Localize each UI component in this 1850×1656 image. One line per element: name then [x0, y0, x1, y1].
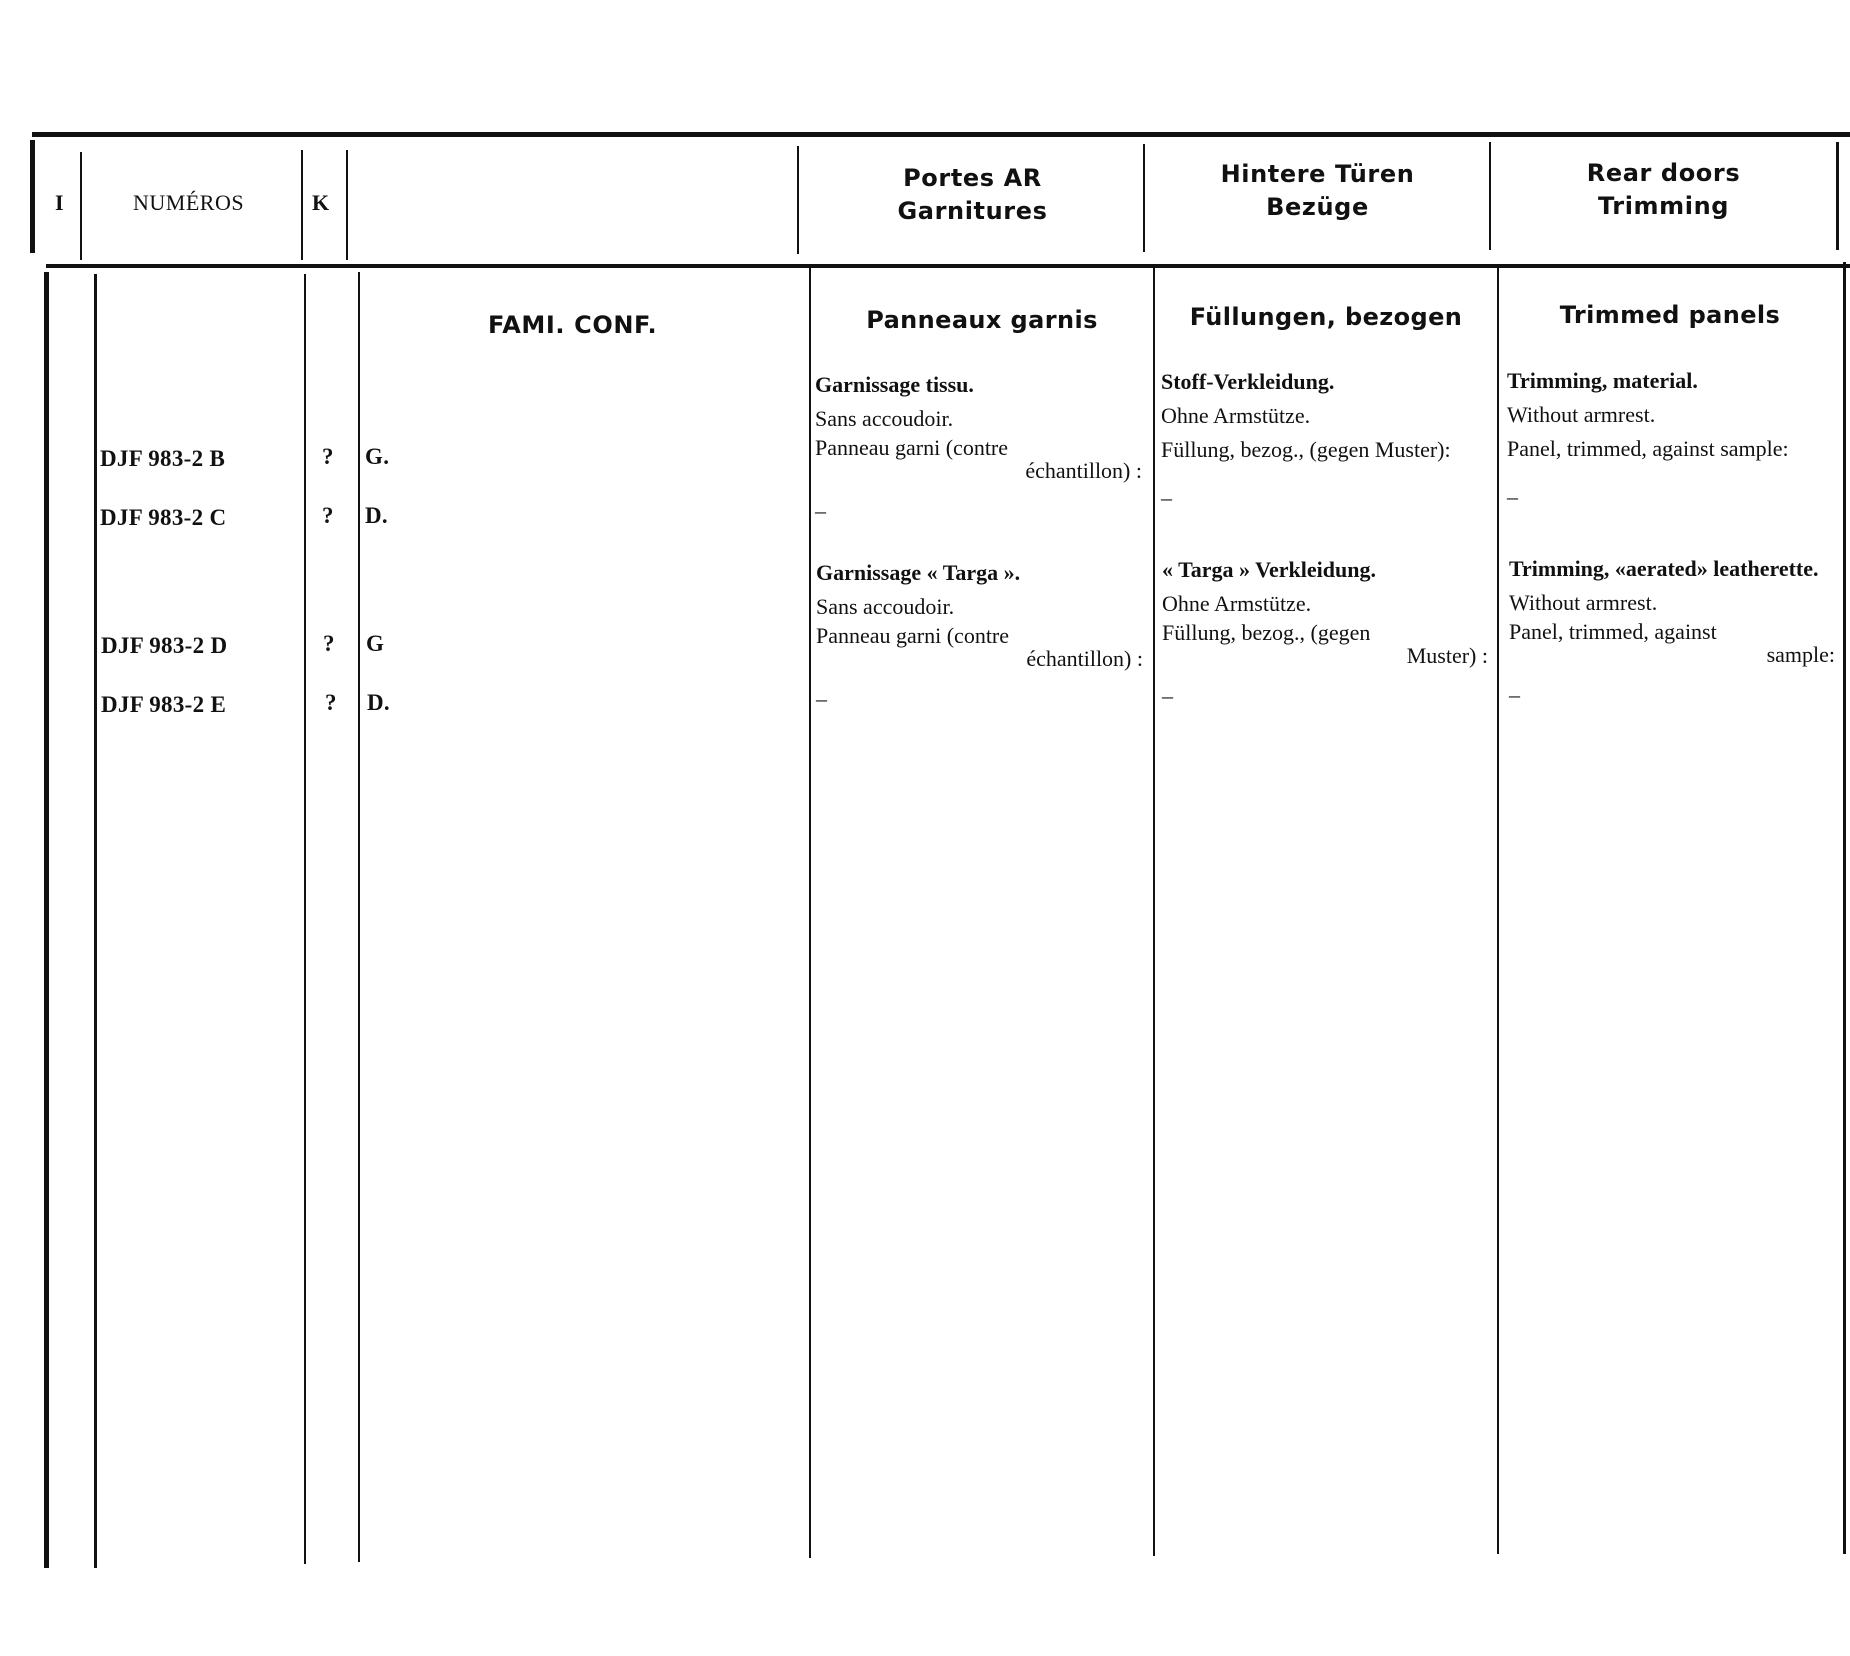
- row-3-numero: DJF 983-2 D: [101, 633, 228, 658]
- group1-de-line2: Ohne Armstütze.: [1161, 403, 1311, 428]
- group1-en-line3: Panel, trimmed, against sample:: [1507, 436, 1789, 461]
- row-1-side: G.: [365, 444, 390, 469]
- group2-fr-line4: échantillon) :: [1026, 646, 1143, 671]
- group2-en-title: Trimming, «aerated» leatherette.: [1509, 556, 1819, 581]
- group2-de-line3: Füllung, bezog., (gegen: [1162, 620, 1371, 645]
- group2-en-line3: Panel, trimmed, against: [1509, 619, 1717, 644]
- group1-en: [1507, 364, 1841, 514]
- group2-fr: [816, 556, 1143, 716]
- group2-de-line4: Muster) :: [1406, 643, 1488, 668]
- group1-fr-line3: Panneau garni (contre: [815, 435, 1009, 460]
- family-title: FAMI. CONF.: [488, 311, 658, 339]
- group2-fr-line3: Panneau garni (contre: [816, 623, 1010, 648]
- row-3-k: ?: [323, 631, 335, 656]
- row-1-k: ?: [322, 444, 334, 469]
- col-k-header: K: [312, 190, 330, 215]
- row-3-side: G: [366, 631, 385, 656]
- group2-en-line4: sample:: [1766, 642, 1835, 667]
- header-de: [1145, 158, 1490, 224]
- group1-de: [1161, 365, 1495, 515]
- col-rule-right: [1836, 142, 1839, 250]
- group1-de-dash: –: [1161, 485, 1172, 510]
- col-rule-i: [80, 152, 82, 260]
- section-en-title: Trimmed panels: [1559, 301, 1781, 329]
- body-rule-en: [1497, 264, 1499, 1554]
- group1-de-title: Stoff-Verkleidung.: [1161, 369, 1335, 394]
- header-en: [1491, 157, 1836, 223]
- group2-fr-line2: Sans accoudoir.: [816, 594, 955, 619]
- group1-fr: [815, 368, 1142, 528]
- col-i-header: I: [55, 190, 64, 215]
- body-rule-right: [1843, 262, 1846, 1554]
- row-4-numero: DJF 983-2 E: [101, 692, 227, 717]
- group2-en-dash: –: [1509, 682, 1520, 707]
- col-rule-numeros: [301, 150, 303, 260]
- group1-en-title: Trimming, material.: [1507, 368, 1698, 393]
- group2-de-line2: Ohne Armstütze.: [1162, 591, 1312, 616]
- body-rule-i: [94, 274, 97, 1568]
- col-rule-fr: [797, 146, 799, 254]
- group1-fr-title: Garnissage tissu.: [815, 372, 974, 397]
- group2-de: [1162, 553, 1488, 713]
- header-en-line1: Rear doors: [1586, 159, 1741, 187]
- col-numeros-header: NUMÉROS: [133, 190, 245, 215]
- group1-de-line3: Füllung, bezog., (gegen Muster):: [1161, 437, 1451, 462]
- header-bottom-rule: [46, 264, 1850, 268]
- section-fr-title: Panneaux garnis: [866, 306, 1098, 334]
- row-2-side: D.: [365, 503, 388, 528]
- group2-fr-title: Garnissage « Targa ».: [816, 560, 1021, 585]
- left-border-body: [44, 272, 49, 1568]
- group2-en-line2: Without armrest.: [1509, 590, 1658, 615]
- group1-fr-dash: –: [815, 498, 826, 523]
- group1-fr-line4: échantillon) :: [1025, 458, 1142, 483]
- row-4-side: D.: [367, 690, 390, 715]
- group2-en: [1509, 552, 1835, 712]
- header-fr: [800, 162, 1145, 228]
- body-rule-k: [358, 272, 360, 1562]
- header-en-line2: Trimming: [1597, 192, 1730, 220]
- row-1-numero: DJF 983-2 B: [100, 446, 226, 471]
- group2-de-dash: –: [1162, 683, 1173, 708]
- header-fr-line1: Portes AR: [903, 164, 1042, 192]
- body-rule-fr: [809, 268, 811, 1558]
- group2-fr-dash: –: [816, 686, 827, 711]
- group2-de-title: « Targa » Verkleidung.: [1162, 557, 1376, 582]
- body-rule-de: [1153, 266, 1155, 1556]
- group1-en-line2: Without armrest.: [1507, 402, 1656, 427]
- row-4-k: ?: [325, 690, 337, 715]
- group1-en-dash: –: [1507, 484, 1518, 509]
- section-de-title: Füllungen, bezogen: [1189, 303, 1463, 331]
- row-2-numero: DJF 983-2 C: [100, 505, 227, 530]
- left-border: [30, 140, 35, 253]
- top-rule: [32, 132, 1850, 137]
- row-2-k: ?: [322, 503, 334, 528]
- header-de-line1: Hintere Türen: [1220, 160, 1415, 188]
- body-rule-numeros: [304, 274, 306, 1564]
- header-fr-line2: Garnitures: [897, 197, 1048, 225]
- header-de-line2: Bezüge: [1266, 193, 1369, 221]
- group1-fr-line2: Sans accoudoir.: [815, 406, 954, 431]
- col-rule-k: [346, 150, 348, 260]
